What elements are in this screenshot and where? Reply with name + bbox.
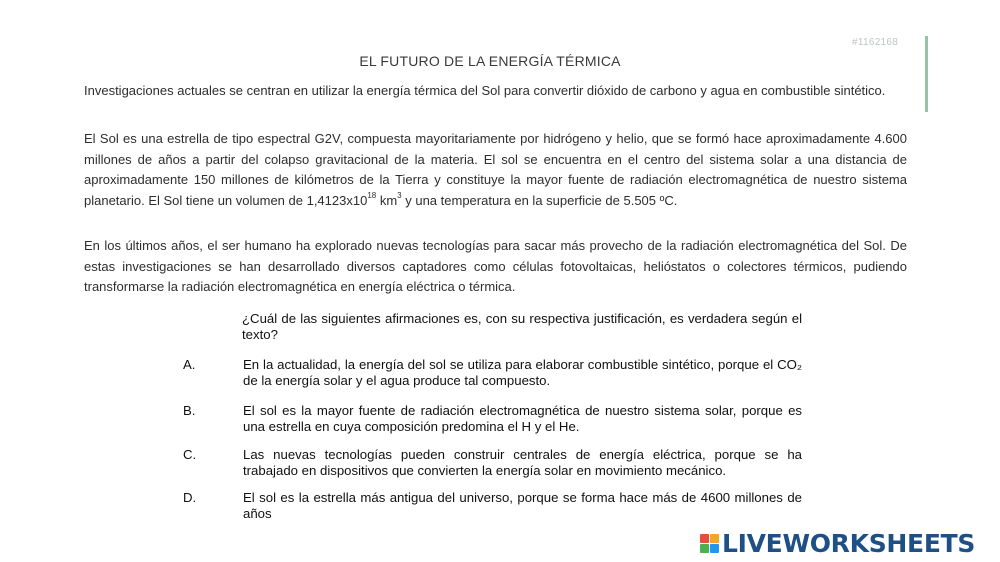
document-id: #1162168: [852, 37, 899, 48]
option-d-letter: D.: [183, 490, 197, 505]
logo-blocks-icon: [700, 534, 719, 553]
document-title: EL FUTURO DE LA ENERGÍA TÉRMICA: [359, 53, 621, 69]
logo-block-blue: [710, 544, 719, 553]
logo-text: LIVEWORKSHEETS: [722, 528, 976, 558]
liveworksheets-logo: [700, 528, 975, 558]
paragraph-sun-text-a: El Sol es una estrella de tipo espectral G2V, compuesta mayoritariamente por hidrógeno y helio, que se formó hace aproximadamente 4.600 millones de años a partir del colapso gravitacional de la materia. El sol se encuentra en el centro del sistema solar a una distancia de aproximadamente 150 millones de kilómetros de la Tierra y constituye la mayor fuente de radiación electromagnética de nuestro sistema planetario. El Sol tiene un volumen de 1,4123x10: [84, 131, 907, 208]
exponent-18: 18: [367, 191, 377, 201]
option-a-text: En la actualidad, la energía del sol se utiliza para elaborar combustible sintético, porque el CO₂ de la energía solar y el agua produce tal compuesto.: [243, 357, 802, 388]
question-text: ¿Cuál de las siguientes afirmaciones es, con su respectiva justificación, es verdadera según el texto?: [242, 311, 802, 342]
option-a-letter: A.: [183, 357, 196, 372]
paragraph-intro: Investigaciones actuales se centran en utilizar la energía térmica del Sol para convertir dióxido de carbono y agua en combustible sintético.: [84, 83, 886, 98]
option-b-text: El sol es la mayor fuente de radiación electromagnética de nuestro sistema solar, porque es una estrella en cuya composición predomina el H y el He.: [243, 403, 802, 434]
side-rule: [925, 36, 928, 112]
paragraph-sun-text-b: km: [376, 192, 398, 208]
option-c-text: Las nuevas tecnologías pueden construir centrales de energía eléctrica, porque se ha trabajado en dispositivos que convierten la energía solar en movimiento mecánico.: [243, 447, 802, 478]
option-c-letter: C.: [183, 447, 197, 462]
logo-block-orange: [710, 534, 719, 543]
paragraph-technologies: En los últimos años, el ser humano ha explorado nuevas tecnologías para sacar más provecho de la radiación electromagnética del Sol. De estas investigaciones se han desarrollado diversos captadores como células fotovoltaicas, helióstatos o colectores térmicos, pudiendo transformarse la radiación electromagnética en energía eléctrica o térmica.: [84, 238, 907, 294]
option-b-letter: B.: [183, 403, 196, 418]
logo-block-red: [700, 534, 709, 543]
exponent-3: 3: [397, 191, 402, 201]
option-d-text: El sol es la estrella más antigua del universo, porque se forma hace más de 4600 millones de años: [243, 490, 802, 521]
paragraph-sun: [84, 129, 907, 211]
paragraph-sun-text-c: y una temperatura en la superficie de 5.505 ºC.: [401, 192, 678, 208]
logo-block-green: [700, 544, 709, 553]
